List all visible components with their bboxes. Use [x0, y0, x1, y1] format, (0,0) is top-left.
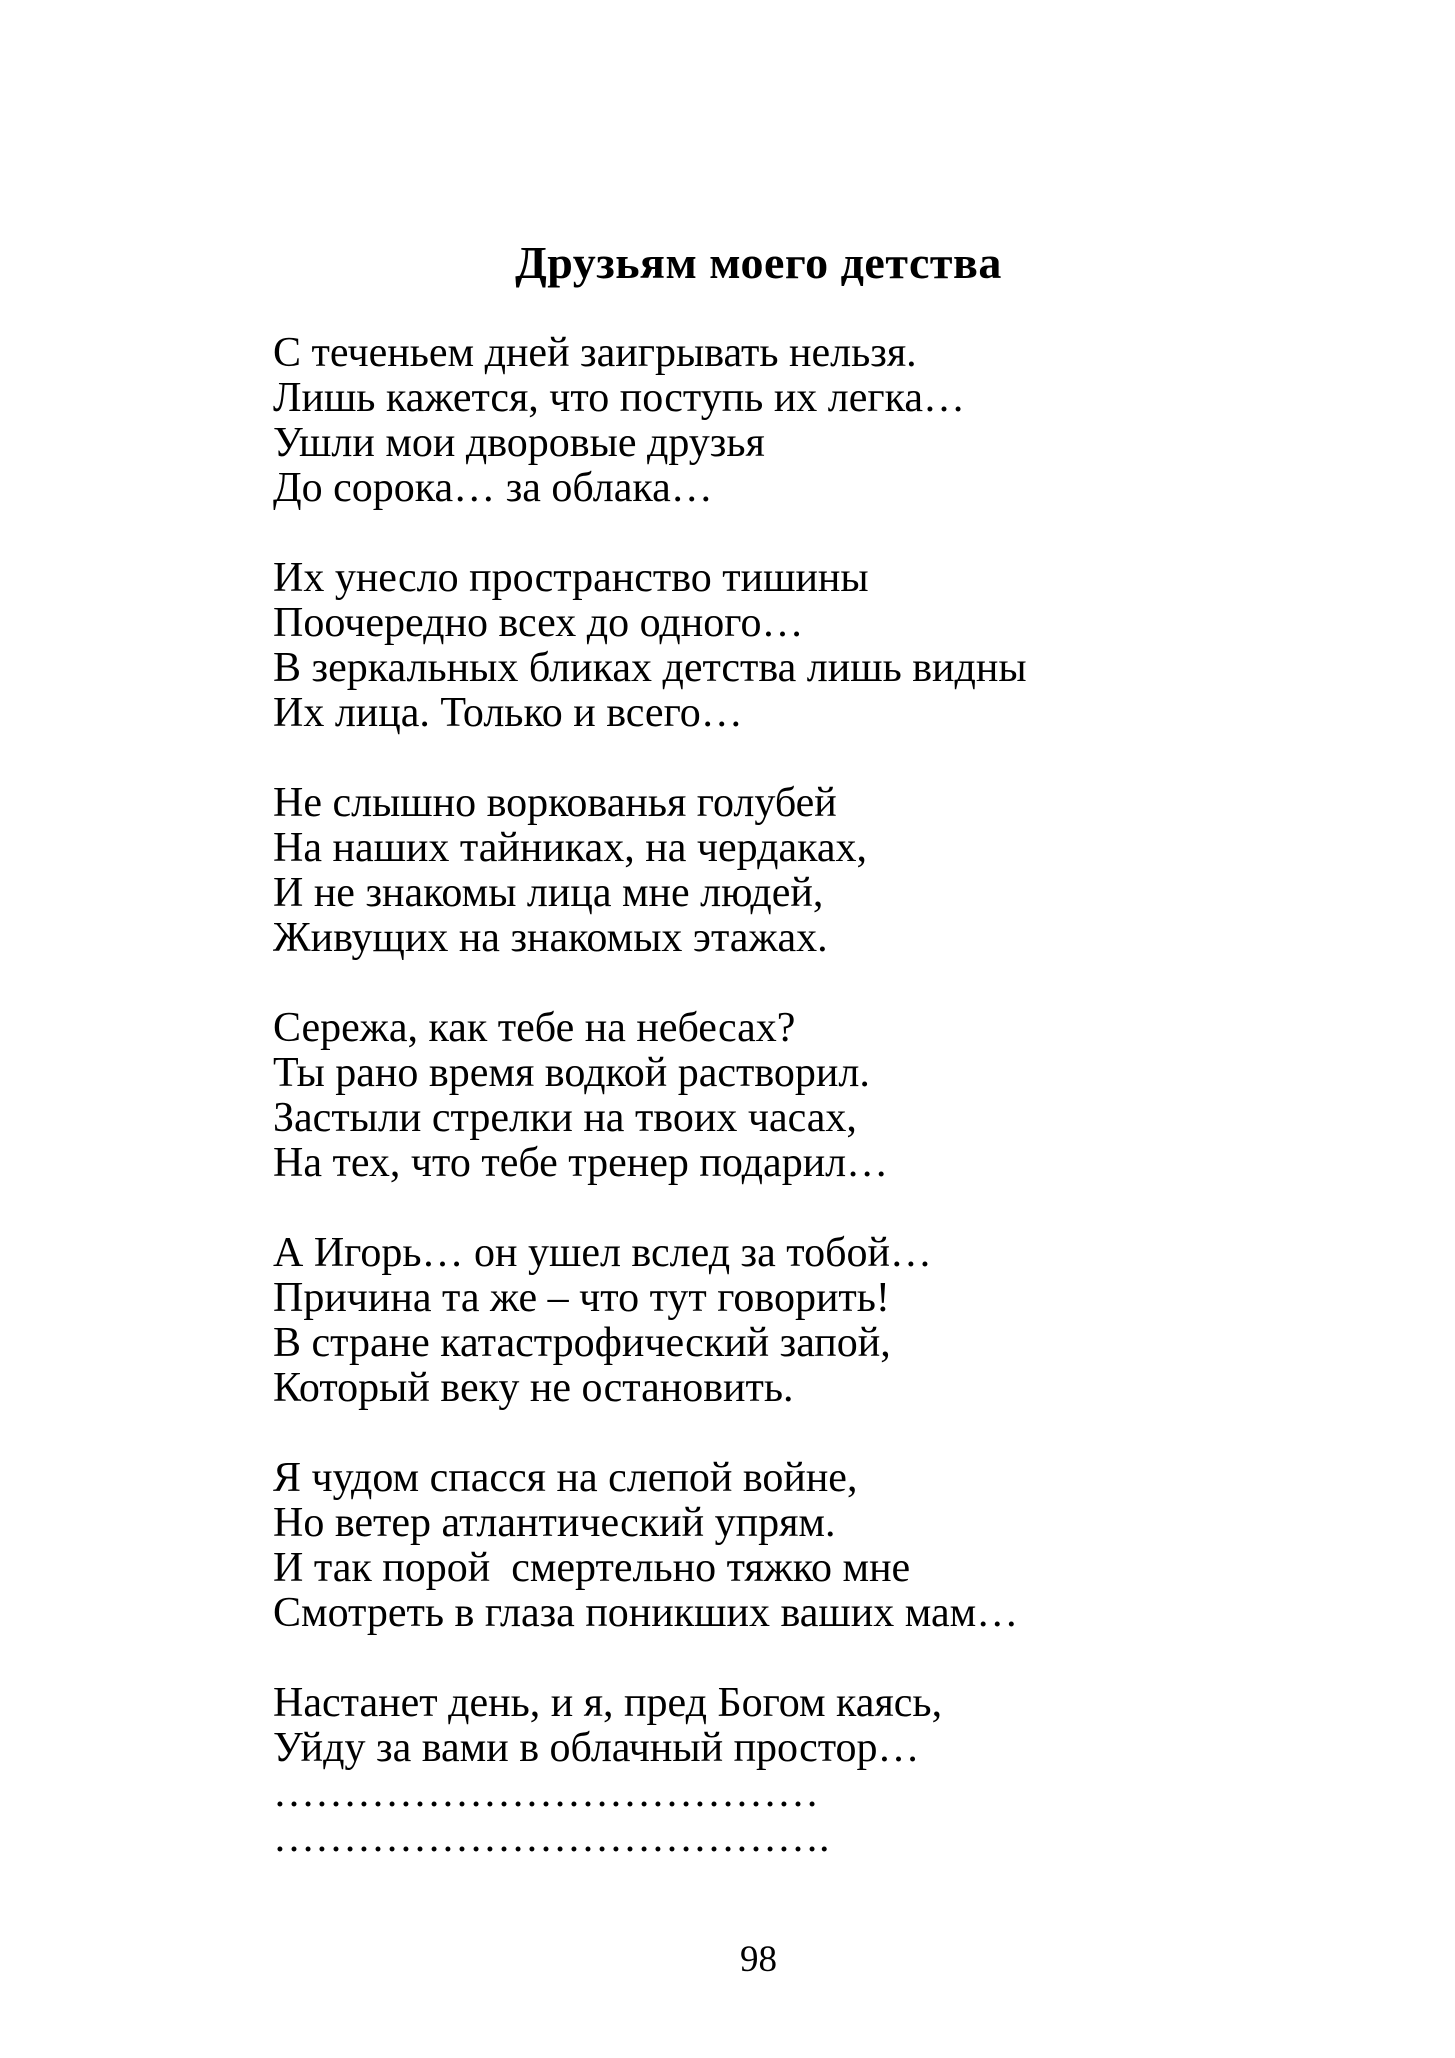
- stanza-3: [273, 781, 1373, 961]
- poem-line: В зеркальных бликах детства лишь видны: [273, 645, 1027, 691]
- poem-line: В стране катастрофический запой,: [273, 1320, 891, 1366]
- poem-line: Сережа, как тебе на небесах?: [273, 1005, 796, 1051]
- poem-line: На наших тайниках, на чердаках,: [273, 825, 868, 871]
- poem-line: Который веку не остановить.: [273, 1365, 794, 1411]
- poem-line: Уйду за вами в облачный простор…: [273, 1725, 920, 1771]
- stanza-2: [273, 556, 1373, 736]
- poem-line: Их лица. Только и всего…: [273, 690, 743, 736]
- poem-line: На тех, что тебе тренер подарил…: [273, 1140, 889, 1186]
- poem-line: И не знакомы лица мне людей,: [273, 870, 824, 916]
- poem-line: Лишь кажется, что поступь их легка…: [273, 375, 966, 421]
- page-number: 98: [740, 1939, 777, 1980]
- poem-line: Живущих на знакомых этажах.: [273, 915, 828, 961]
- stanza-7: [273, 1681, 1373, 1861]
- poem-line: Поочередно всех до одного…: [273, 600, 804, 646]
- dot-leader-line: …………………………………: [273, 1770, 819, 1816]
- poem-line: Застыли стрелки на твоих часах,: [273, 1095, 857, 1141]
- dot-leader-line: ………………………………….: [273, 1815, 830, 1861]
- stanza-6: [273, 1456, 1373, 1636]
- poem-line: С теченьем дней заигрывать нельзя.: [273, 330, 917, 376]
- stanza-4: [273, 1006, 1373, 1186]
- poem-line: Настанет день, и я, пред Богом каясь,: [273, 1680, 943, 1726]
- poem-line: Смотреть в глаза поникших ваших мам…: [273, 1590, 1019, 1636]
- poem-line: Причина та же – что тут говорить!: [273, 1275, 890, 1321]
- poem-line: Я чудом спасся на слепой войне,: [273, 1455, 858, 1501]
- poem-line: Их унесло пространство тишины: [273, 555, 869, 601]
- poem-line: А Игорь… он ушел вслед за тобой…: [273, 1230, 932, 1276]
- poem-body: [273, 331, 1373, 1906]
- poem-line: До сорока… за облака…: [273, 465, 713, 511]
- stanza-5: [273, 1231, 1373, 1411]
- poem-line: И так порой смертельно тяжко мне: [273, 1545, 911, 1591]
- poem-line: Ушли мои дворовые друзья: [273, 420, 765, 466]
- poem-title: Друзьям моего детства: [515, 237, 1002, 288]
- poem-line: Ты рано время водкой растворил.: [273, 1050, 870, 1096]
- poem-line: Не слышно воркованья голубей: [273, 780, 837, 826]
- poem-line: Но ветер атлантический упрям.: [273, 1500, 836, 1546]
- stanza-1: [273, 331, 1373, 511]
